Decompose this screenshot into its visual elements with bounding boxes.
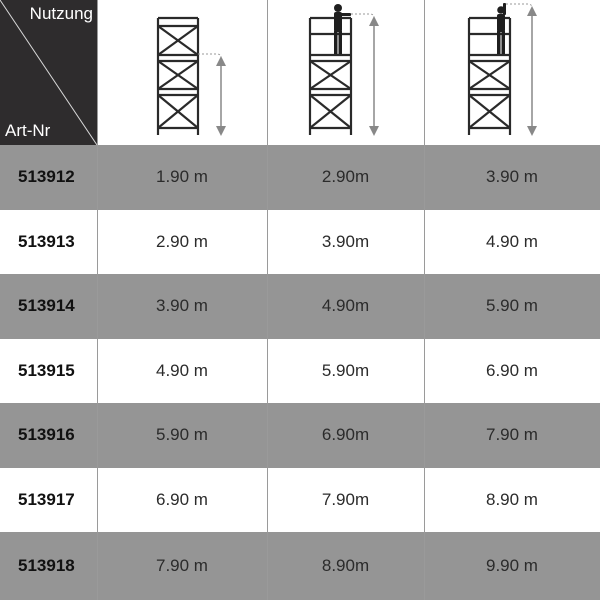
working-height-value: 8.90m bbox=[321, 556, 370, 575]
reach-height-value: 8.90 m bbox=[486, 489, 538, 509]
article-number: 513916 bbox=[18, 425, 75, 445]
table-row bbox=[0, 403, 600, 468]
platform-height-value: 5.90 m bbox=[156, 425, 208, 445]
article-number: 513912 bbox=[18, 167, 75, 187]
working-height-value: 5.90m bbox=[321, 360, 370, 380]
header-col-platform-height bbox=[97, 0, 267, 145]
working-height-value: 3.90m bbox=[321, 231, 370, 251]
platform-height-value: 6.90 m bbox=[156, 489, 208, 509]
article-number-label: Art-Nr bbox=[5, 121, 51, 140]
column-divider bbox=[97, 0, 98, 600]
person-figure-reaching bbox=[497, 3, 506, 54]
table-row bbox=[0, 210, 600, 275]
reach-height-value: 6.90 m bbox=[486, 360, 538, 380]
header-col-reach-height bbox=[424, 0, 600, 145]
working-height-value: 6.90m bbox=[321, 425, 370, 445]
working-height-value: 2.90m bbox=[321, 167, 370, 187]
reach-height-value: 4.90 m bbox=[486, 231, 538, 251]
scaffold-height-icon bbox=[97, 0, 267, 145]
column-divider bbox=[267, 0, 268, 600]
table-header bbox=[0, 0, 600, 145]
working-height-value: 7.90m bbox=[321, 489, 370, 509]
article-number: 513917 bbox=[18, 489, 75, 509]
table-row bbox=[0, 145, 600, 210]
scaffold-reach-height-person-icon bbox=[424, 0, 600, 145]
platform-height-value: 3.90 m bbox=[156, 296, 208, 316]
reach-height-value: 5.90 m bbox=[486, 296, 538, 316]
reach-height-value: 7.90 m bbox=[486, 425, 538, 445]
table-row bbox=[0, 532, 600, 600]
header-col-working-height bbox=[267, 0, 424, 145]
article-number: 513918 bbox=[18, 556, 75, 575]
platform-height-value: 7.90 m bbox=[156, 556, 208, 575]
working-height-value: 4.90m bbox=[321, 296, 370, 316]
person-figure bbox=[334, 4, 351, 54]
scaffold-working-height-person-icon bbox=[267, 0, 424, 145]
article-number: 513914 bbox=[18, 296, 75, 316]
platform-height-value: 2.90 m bbox=[156, 231, 208, 251]
table-row bbox=[0, 274, 600, 339]
platform-height-value: 4.90 m bbox=[156, 360, 208, 380]
header-corner-cell bbox=[0, 0, 97, 145]
table-row bbox=[0, 339, 600, 404]
reach-height-value: 3.90 m bbox=[486, 167, 538, 187]
platform-height-value: 1.90 m bbox=[156, 167, 208, 187]
usage-label: Nutzung bbox=[29, 4, 93, 23]
reach-height-value: 9.90 m bbox=[486, 556, 538, 575]
column-divider bbox=[424, 0, 425, 600]
article-number: 513915 bbox=[18, 360, 75, 380]
article-number: 513913 bbox=[18, 231, 75, 251]
table-row bbox=[0, 468, 600, 533]
